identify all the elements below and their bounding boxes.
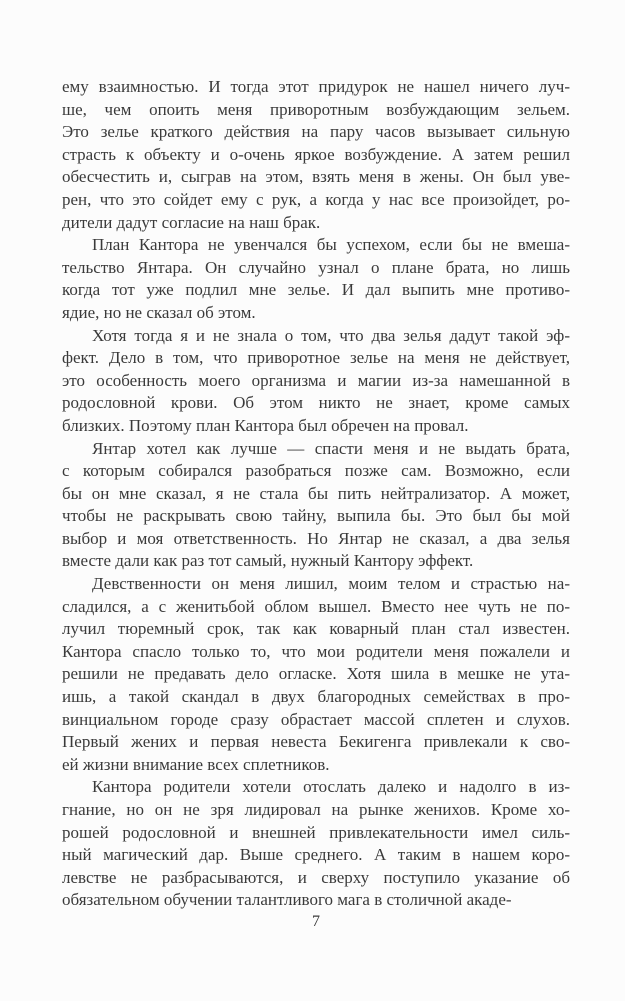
text-line: фект. Дело в том, что приворотное зелье на меня не действует, bbox=[62, 348, 570, 368]
text-line: ему взаимностью. И тогда этот придурок не нашел ничего луч- bbox=[62, 77, 570, 96]
text-line: лучил тюремный срок, так как коварный план стал известен. bbox=[62, 619, 570, 639]
text-line: Девственности он меня лишил, моим телом и страстью на- bbox=[92, 574, 570, 594]
paragraph bbox=[62, 234, 570, 324]
text-line: План Кантора не увенчался бы успехом, если бы не вмеша- bbox=[92, 235, 570, 255]
paragraph bbox=[62, 776, 570, 912]
text-line: дители дадут согласие на наш брак. bbox=[62, 212, 321, 232]
text-line: родословной крови. Об этом никто не знает, кроме самых bbox=[62, 393, 570, 413]
text-line: близких. Поэтому план Кантора был обречен на провал. bbox=[62, 415, 469, 435]
text-line: бы он мне сказал, я не стала бы пить нейтрализатор. А может, bbox=[62, 483, 570, 503]
text-line: гнание, но он не зря лидировал на рынке женихов. Кроме хо- bbox=[62, 800, 570, 819]
text-line: ишь, а такой скандал в двух благородных семействах в про- bbox=[62, 687, 570, 707]
text-line: это особенность моего организма и магии из-за намешанной в bbox=[62, 370, 570, 390]
text-line: страсть к объекту и о-очень яркое возбуждение. А затем решил bbox=[62, 144, 570, 164]
paragraph bbox=[62, 438, 570, 574]
text-line: ядие, но не сказал об этом. bbox=[62, 302, 256, 322]
text-line: Кантора родители хотели отослать далеко и надолго в из- bbox=[92, 777, 570, 797]
text-line: Это зелье краткого действия на пару часов вызывает сильную bbox=[62, 122, 570, 142]
paragraph bbox=[62, 76, 570, 234]
paragraph bbox=[62, 325, 570, 438]
text-line: рен, что это сойдет ему с рук, а когда у нас все произойдет, ро- bbox=[62, 189, 570, 209]
text-line: сладился, а с женитьбой облом вышел. Вместо нее чуть не по- bbox=[62, 596, 570, 616]
text-line: винциальном городе сразу обрастает массой сплетен и слухов. bbox=[62, 709, 570, 729]
text-line: ей жизни внимание всех сплетников. bbox=[62, 754, 330, 774]
text-line: Хотя тогда я и не знала о том, что два зелья дадут такой эф- bbox=[92, 325, 570, 345]
text-line: ше, чем опоить меня приворотным возбуждающим зельем. bbox=[62, 99, 570, 119]
paragraph bbox=[62, 573, 570, 776]
text-line: Кантора спасло только то, что мои родители меня пожалели и bbox=[62, 641, 570, 661]
page-number: 7 bbox=[312, 913, 320, 930]
text-line: обесчестить и, сыграв на этом, взять меня в жены. Он был уве- bbox=[62, 167, 570, 187]
text-line: ный магический дар. Выше среднего. А таким в нашем коро- bbox=[62, 845, 570, 865]
text-line: Первый жених и первая невеста Бекигенга привлекали к сво- bbox=[62, 732, 570, 752]
text-line: когда тот уже подлил мне зелье. И дал выпить мне противо- bbox=[62, 280, 570, 300]
text-line: выбор и моя ответственность. Но Янтар не сказал, а два зелья bbox=[62, 528, 570, 548]
page-text bbox=[62, 76, 570, 912]
text-line: рошей родословной и внешней привлекательности имел силь- bbox=[62, 822, 570, 842]
text-line: левстве не разбрасываются, и сверху поступило указание об bbox=[62, 867, 570, 887]
text-line: чтобы не раскрывать свою тайну, выпила бы. Это был бы мой bbox=[62, 506, 570, 526]
text-line: вместе дали как раз тот самый, нужный Кантору эффект. bbox=[62, 551, 474, 571]
text-line: тельство Янтара. Он случайно узнал о плане брата, но лишь bbox=[62, 257, 570, 277]
text-line: Янтар хотел как лучше — спасти меня и не выдать брата, bbox=[92, 438, 570, 458]
text-line: обязательном обучении талантливого мага в столичной акаде- bbox=[62, 890, 512, 910]
text-line: с которым собирался разобраться позже сам. Возможно, если bbox=[62, 461, 570, 481]
text-line: решили не предавать дело огласке. Хотя шила в мешке не ута- bbox=[62, 664, 570, 684]
